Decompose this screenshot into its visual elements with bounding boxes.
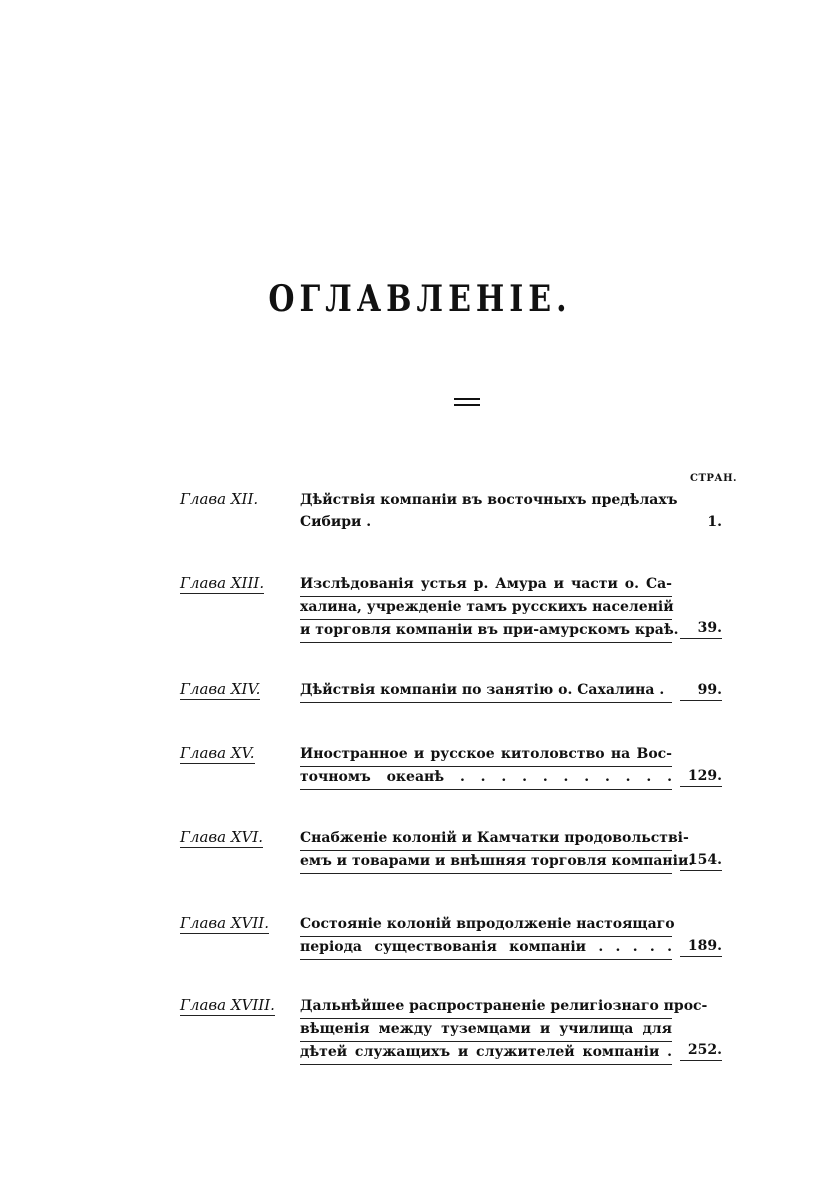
page-column-header: СТРАН.: [690, 473, 737, 484]
entry-text: [300, 574, 679, 643]
chapter-label: Глава XVI.: [180, 828, 264, 846]
entry-line: точномъ океанѣ . . . . . . . . . . .: [300, 767, 672, 790]
entry-line: и торговля компаніи въ при-амурскомъ краѣ.: [300, 620, 672, 643]
entry-line: Дѣйствія компаніи въ восточныхъ предѣлахъ: [300, 492, 678, 508]
page-number: 1.: [707, 514, 722, 530]
entry-line: халина, учрежденіе тамъ русскихъ населеній: [300, 597, 672, 620]
entry-line: Сибири .: [300, 514, 372, 530]
entry-line: Снабженіе колоній и Камчатки продовольстві-: [300, 828, 672, 851]
entry-line: Дальнѣйшее распространеніе религіознаго прос-: [300, 996, 672, 1019]
title-rule-bottom: [454, 404, 480, 406]
entry-line: Изслѣдованія устья р. Амура и части о. Са-: [300, 574, 672, 597]
entry-line: періода существованія компаніи . . . . .: [300, 937, 672, 960]
page-number: 39.: [680, 618, 722, 639]
chapter-label: Глава XIV.: [180, 680, 261, 698]
chapter-label: Глава XII.: [180, 490, 259, 508]
entry-line: Иностранное и русское китоловство на Вос-: [300, 744, 672, 767]
page-title: ОГЛАВЛЕНІЕ.: [268, 278, 572, 321]
page-number: 99.: [680, 680, 722, 701]
chapter-label: Глава XVII.: [180, 914, 269, 932]
chapter-label: Глава XIII.: [180, 574, 265, 592]
entry-text: [300, 828, 694, 874]
page-number: 129.: [680, 766, 722, 787]
entry-text: [300, 744, 672, 790]
title-rule-top: [454, 398, 480, 400]
entry-line: Состояніе колоній впродолженіе настоящаго: [300, 914, 672, 937]
page-number: 189.: [680, 936, 722, 957]
chapter-label: Глава XV.: [180, 744, 255, 762]
entry-line: емъ и товарами и внѣшняя торговля компаніи.: [300, 851, 672, 874]
entry-line: вѣщенія между туземцами и училища для: [300, 1019, 672, 1042]
entry-text: [300, 914, 675, 960]
entry-line: Дѣйствія компаніи по занятію о. Сахалина .: [300, 680, 672, 703]
page-number: 252.: [680, 1040, 722, 1061]
entry-text: [300, 680, 672, 703]
entry-text: [300, 490, 678, 534]
entry-line: дѣтей служащихъ и служителей компаніи .: [300, 1042, 672, 1065]
page-number: 154.: [680, 850, 722, 871]
chapter-label: Глава XVIII.: [180, 996, 275, 1014]
